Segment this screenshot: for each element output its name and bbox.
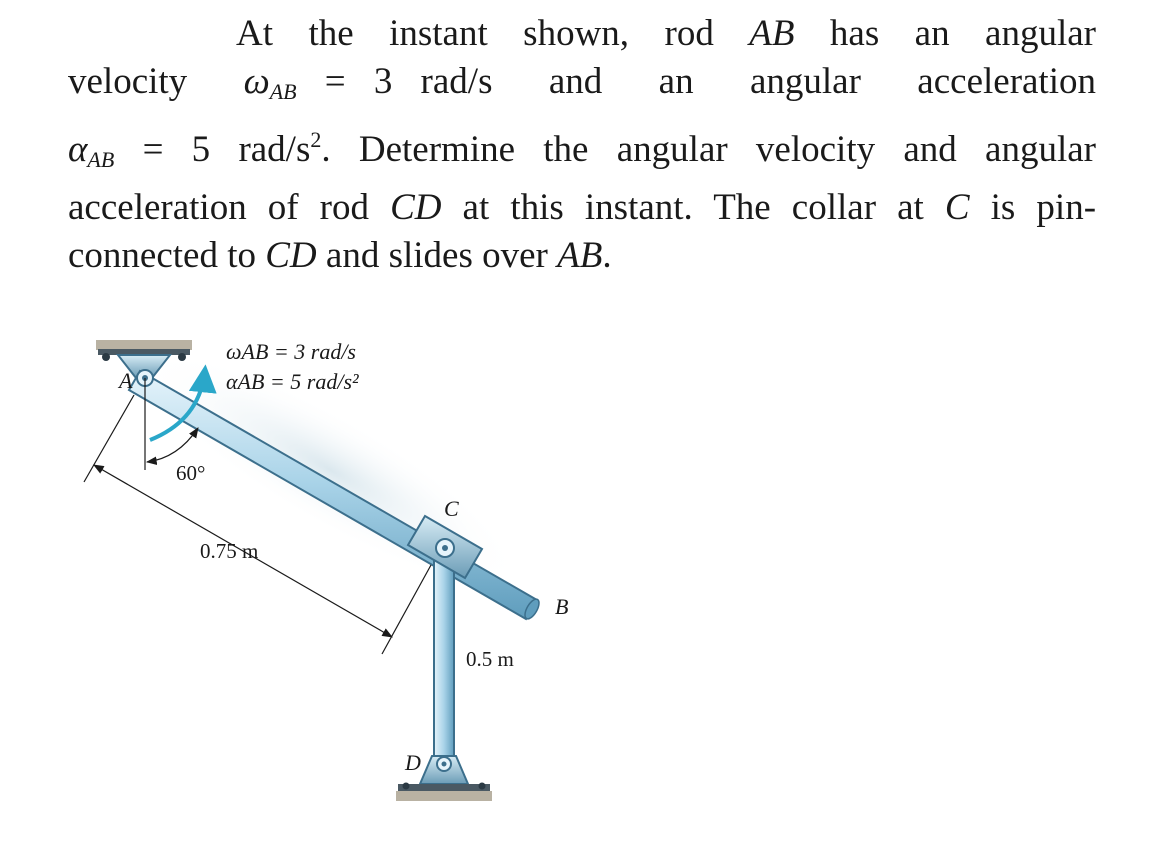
problem-line-4: acceleration of rod CD at this instant. The collar at C is pin- [68, 187, 1097, 228]
pin-d-center [442, 762, 447, 767]
angle-label: 60° [176, 461, 206, 485]
problem-line-2: velocity $\omega_{AB} = 3$ rad/s and an angular acceleration [68, 61, 1096, 104]
problem-line-3: $\alpha_{AB} = 5$ rad/$s^2$. Determine the angular velocity and angular [68, 127, 1096, 172]
point-c-label: C [444, 496, 459, 521]
problem-line-1: At the instant shown, rod AB has an angular [236, 13, 1096, 54]
rod-cd [434, 552, 454, 766]
extension-line-c [382, 565, 431, 654]
pin-c-center [442, 545, 448, 551]
bolt-icon [479, 783, 486, 790]
point-d-label: D [405, 750, 421, 775]
point-b-label: B [555, 594, 569, 619]
length-cd-label: 0.5 m [466, 647, 514, 671]
bolt-icon [178, 353, 186, 361]
alpha-label: αAB = 5 rad/s² [226, 369, 359, 394]
ground-plate [398, 784, 490, 791]
ceiling-hatch [96, 340, 192, 350]
point-a-label: A [119, 368, 133, 393]
bolt-icon [403, 783, 410, 790]
ground-hatch [396, 791, 492, 801]
problem-line-5: connected to CD and slides over AB. [68, 235, 612, 276]
bolt-icon [102, 353, 110, 361]
extension-line-a [84, 395, 134, 482]
omega-label: ωAB = 3 rad/s [226, 339, 356, 364]
length-ac-label: 0.75 m [200, 539, 259, 563]
